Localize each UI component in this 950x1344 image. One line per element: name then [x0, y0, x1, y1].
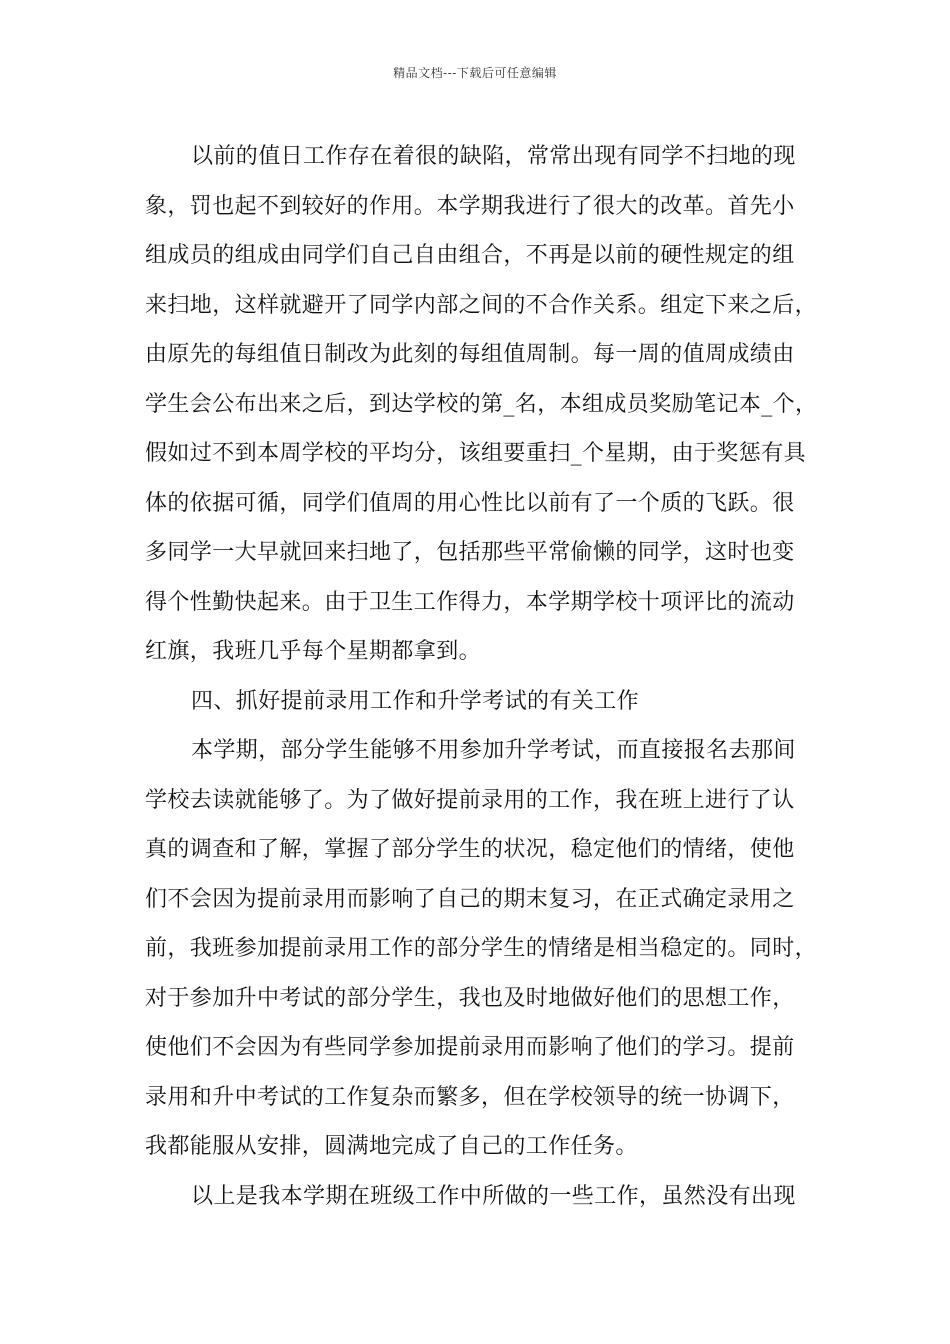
paragraph-line: 使他们不会因为有些同学参加提前录用而影响了他们的学习。提前 — [145, 1035, 795, 1060]
paragraph-line: 假如过不到本周学校的平均分，该组要重扫_个星期，由于奖惩有具 — [145, 441, 807, 466]
paragraph-line: 们不会因为提前录用而影响了自己的期末复习，在正式确定录用之 — [145, 886, 795, 912]
paragraph-line: 真的调查和了解，掌握了部分学生的状况，稳定他们的情绪，使他 — [145, 837, 795, 862]
paragraph-line: 本学期，部分学生能够不用参加升学考试，而直接报名去那间 — [191, 738, 796, 763]
paragraph-line: 学校去读就能够了。为了做好提前录用的工作，我在班上进行了认 — [145, 787, 795, 813]
paragraph-line: 体的依据可循，同学们值周的用心性比以前有了一个质的飞跃。很 — [145, 490, 795, 516]
paragraph-line: 红旗，我班几乎每个星期都拿到。 — [145, 639, 482, 664]
page-header: 精品文档---下载后可任意编辑 — [393, 66, 557, 80]
paragraph-line: 来扫地，这样就避开了同学内部之间的不合作关系。组定下来之后， — [145, 292, 818, 318]
paragraph-line: 以前的值日工作存在着很的缺陷，常常出现有同学不扫地的现 — [191, 144, 796, 169]
paragraph-line: 得个性勤快起来。由于卫生工作得力，本学期学校十项评比的流动 — [145, 589, 795, 615]
paragraph-line: 组成员的组成由同学们自己自由组合，不再是以前的硬性规定的组 — [145, 243, 795, 268]
paragraph-line: 由原先的每组值日制改为此刻的每组值周制。每一周的值周成绩由 — [145, 342, 795, 367]
paragraph-line: 我都能服从安排，圆满地完成了自己的工作任务。 — [145, 1134, 638, 1159]
paragraph-line: 学生会公布出来之后，到达学校的第_名，本组成员奖励笔记本_个， — [145, 391, 818, 417]
document-body — [145, 132, 825, 1221]
section-heading: 四、抓好提前录用工作和升学考试的有关工作 — [191, 688, 640, 714]
paragraph-line: 以上是我本学期在班级工作中所做的一些工作，虽然没有出现 — [191, 1183, 796, 1209]
paragraph-line: 录用和升中考试的工作复杂而繁多，但在学校领导的统一协调下， — [145, 1084, 795, 1110]
paragraph-line: 对于参加升中考试的部分学生，我也及时地做好他们的思想工作， — [145, 985, 795, 1011]
paragraph-line: 象，罚也起不到较好的作用。本学期我进行了很大的改革。首先小 — [145, 193, 795, 219]
paragraph-line: 前，我班参加提前录用工作的部分学生的情绪是相当稳定的。同时， — [145, 936, 818, 961]
paragraph-line: 多同学一大早就回来扫地了，包括那些平常偷懒的同学，这时也变 — [145, 540, 795, 565]
